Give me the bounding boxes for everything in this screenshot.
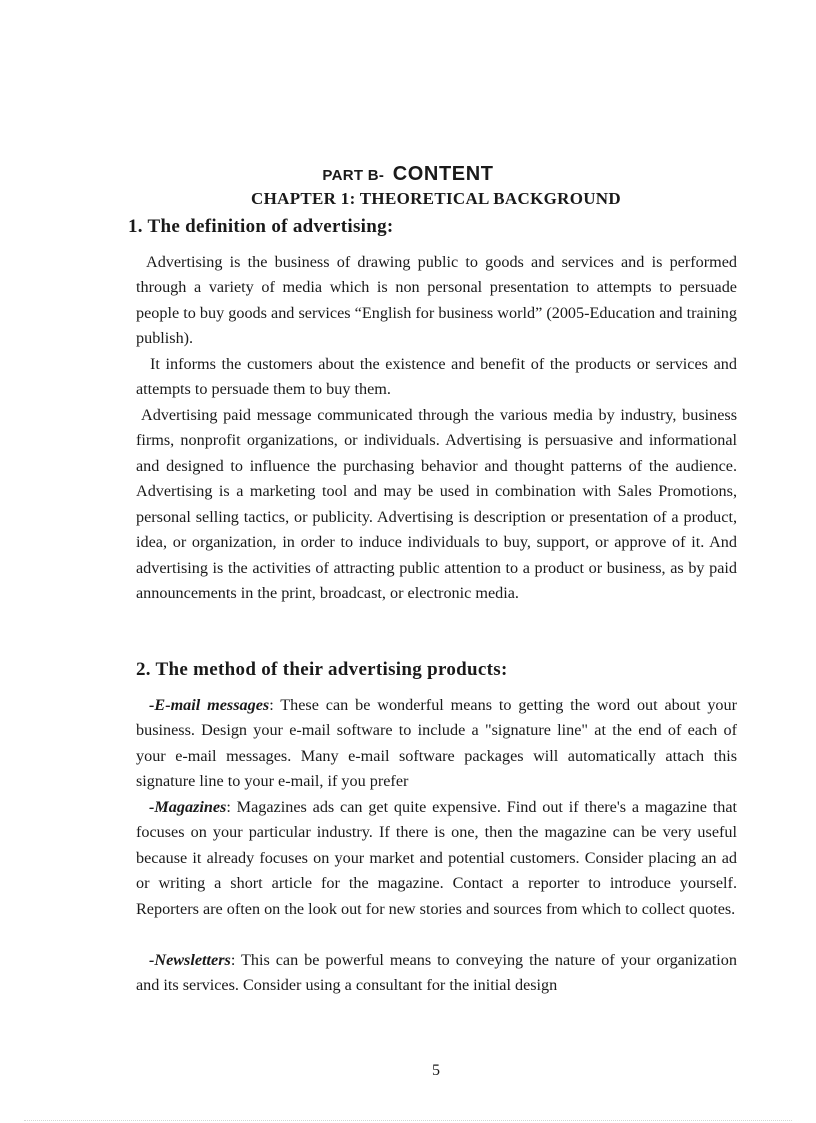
- method-text-magazines: : Magazines ads can get quite expensive. Find out if there's a magazine that focuses on your particular industry. If there is one, then the magazine can be very useful because it already focuses on your market and potential customers. Consider placing an ad or writing a short article for the magazine. Contact a reporter to introduce yourself. Reporters are often on the look out for new stories and sources from which to collect quotes.: [136, 798, 737, 918]
- method-label-email: -E-mail messages: [149, 696, 270, 714]
- page-number: 5: [432, 1062, 440, 1079]
- method-item-magazines: [136, 795, 737, 922]
- method-text-email: : These can be wonderful means to getting the word out about your business. Design your e-mail software to include a "signature line" at the end of each of your e-mail messages. Many e-mail software packages will automatically attach this signature line to your e-mail, if you prefer: [136, 696, 737, 791]
- method-item-email: [136, 693, 737, 795]
- method-item-newsletters: [136, 948, 737, 999]
- method-label-newsletters: -Newsletters: [149, 951, 231, 969]
- section-1-paragraph-2: It informs the customers about the existence and benefit of the products or services and attempts to persuade them to buy them.: [136, 355, 737, 399]
- method-text-newsletters: : This can be powerful means to conveying the nature of your organization and its services. Consider using a consultant for the initial design: [136, 951, 737, 995]
- section-2-heading: 2. The method of their advertising products:: [136, 659, 508, 680]
- part-title-main: CONTENT: [392, 163, 494, 185]
- section-1-paragraph-1: Advertising is the business of drawing public to goods and services and is performed through a variety of media which is non personal presentation to attempts to persuade people to buy goods and services “English for business world” (2005-Education and training publish).: [136, 253, 737, 348]
- chapter-title: CHAPTER 1: THEORETICAL BACKGROUND: [251, 189, 621, 208]
- section-1-paragraph-3: Advertising paid message communicated through the various media by industry, business firms, nonprofit organizations, or individuals. Advertising is persuasive and informational and designed to influence the purchasing behavior and thought patterns of the audience. Advertising is a marketing tool and may be used in combination with Sales Promotions, personal selling tactics, or publicity. Advertising is description or presentation of a product, idea, or organization, in order to induce individuals to buy, support, or approve of it. And advertising is the activities of attracting public attention to a product or business, as by paid announcements in the print, broadcast, or electronic media.: [136, 406, 737, 603]
- part-title: [0, 163, 816, 186]
- part-title-prefix: PART B-: [322, 167, 389, 184]
- method-label-magazines: -Magazines: [149, 798, 227, 816]
- page-bottom-divider: [24, 1120, 792, 1121]
- section-1-heading: 1. The definition of advertising:: [128, 216, 394, 237]
